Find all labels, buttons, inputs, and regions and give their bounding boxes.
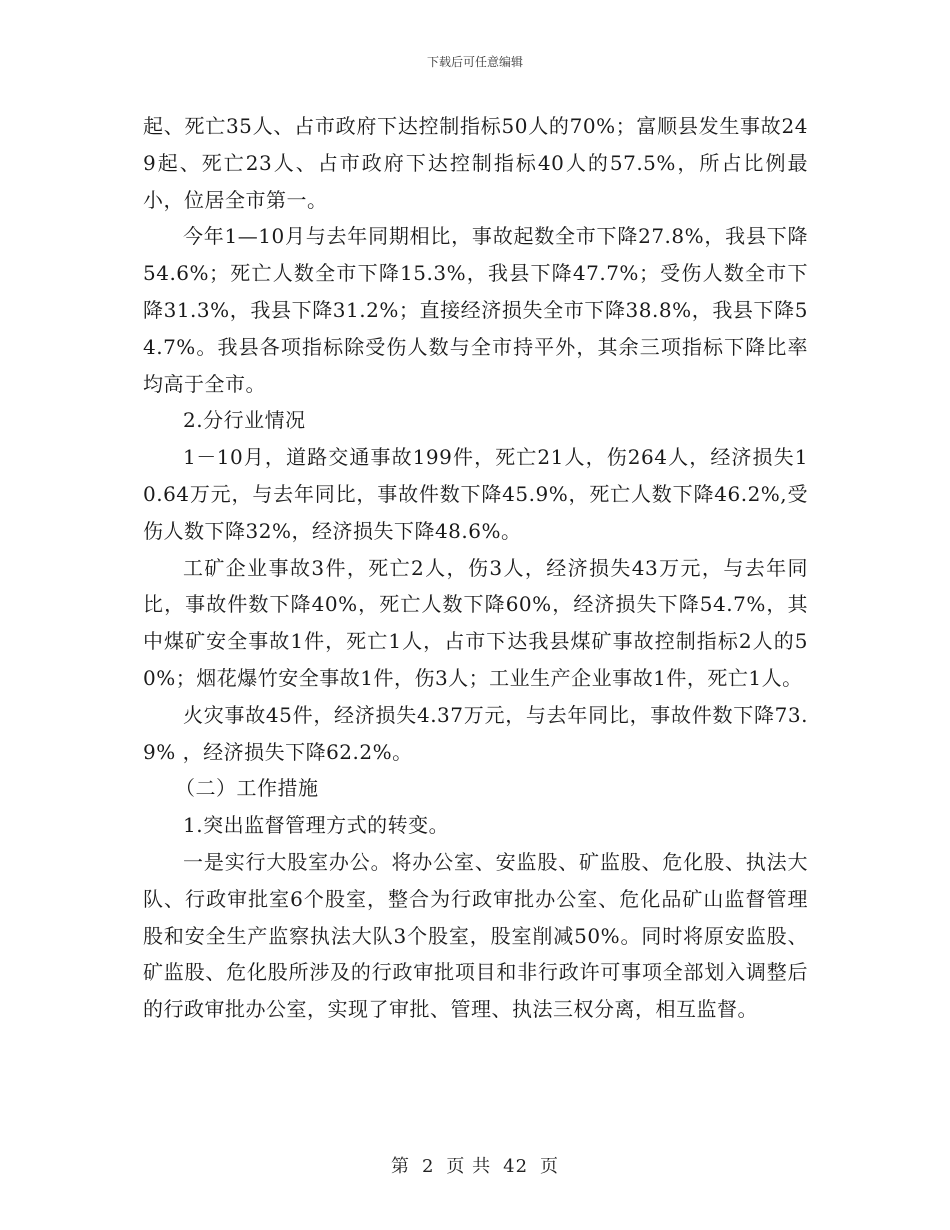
section-heading-supervision-shift: 1.突出监督管理方式的转变。 bbox=[183, 813, 450, 838]
footer-prefix: 第 bbox=[390, 1156, 410, 1177]
footer-total-pages: 42 bbox=[503, 1156, 529, 1177]
paragraph-accident-totals: 起、死亡35人、占市政府下达控制指标50人的70%；富顺县发生事故249起、死亡23人、占市政府下达控制指标40人的57.5%，所占比例最小，位居全市第一。 bbox=[143, 114, 808, 212]
page-footer bbox=[0, 1152, 950, 1178]
page-header-note: 下载后可任意编辑 bbox=[426, 55, 523, 69]
paragraph-fire-accidents: 火灾事故45件，经济损失4.37万元，与去年同比，事故件数下降73.9% ，经济损失下降62.2%。 bbox=[143, 702, 808, 764]
document-body bbox=[143, 108, 808, 1028]
paragraph-year-comparison: 今年1—10月与去年同期相比，事故起数全市下降27.8%，我县下降54.6%；死亡人数全市下降15.3%，我县下降47.7%；受伤人数全市下降31.3%，我县下降31.2%；直接经济损失全市下降38.8%，我县下降54.7%。我县各项指标除受伤人数与全市持平外，其余三项指标下降比率均高于全市。 bbox=[143, 224, 808, 396]
section-heading-work-measures: （二）工作措施 bbox=[175, 776, 319, 801]
paragraph-road-traffic: 1－10月，道路交通事故199件，死亡21人，伤264人，经济损失10.64万元，与去年同比，事故件数下降45.9%，死亡人数下降46.2%,受伤人数下降32%，经济损失下降48.6%。 bbox=[143, 445, 808, 543]
footer-middle: 页 共 bbox=[446, 1156, 492, 1177]
footer-suffix: 页 bbox=[540, 1156, 560, 1177]
paragraph-office-merger: 一是实行大股室办公。将办公室、安监股、矿监股、危化股、执法大队、行政审批室6个股室，整合为行政审批办公室、危化品矿山监督管理股和安全生产监察执法大队3个股室，股室削减50%。同时将原安监股、矿监股、危化股所涉及的行政审批项目和非行政许可事项全部划入调整后的行政审批办公室，实现了审批、管理、执法三权分离，相互监督。 bbox=[143, 849, 808, 1022]
paragraph-industrial-mining: 工矿企业事故3件，死亡2人，伤3人，经济损失43万元，与去年同比，事故件数下降40%，死亡人数下降60%，经济损失下降54.7%，其中煤矿安全事故1件，死亡1人，占市下达我县煤矿事故控制指标2人的50%；烟花爆竹安全事故1件，伤3人；工业生产企业事故1件，死亡1人。 bbox=[143, 555, 808, 690]
section-heading-by-industry: 2.分行业情况 bbox=[183, 408, 306, 433]
footer-current-page: 2 bbox=[421, 1156, 435, 1177]
